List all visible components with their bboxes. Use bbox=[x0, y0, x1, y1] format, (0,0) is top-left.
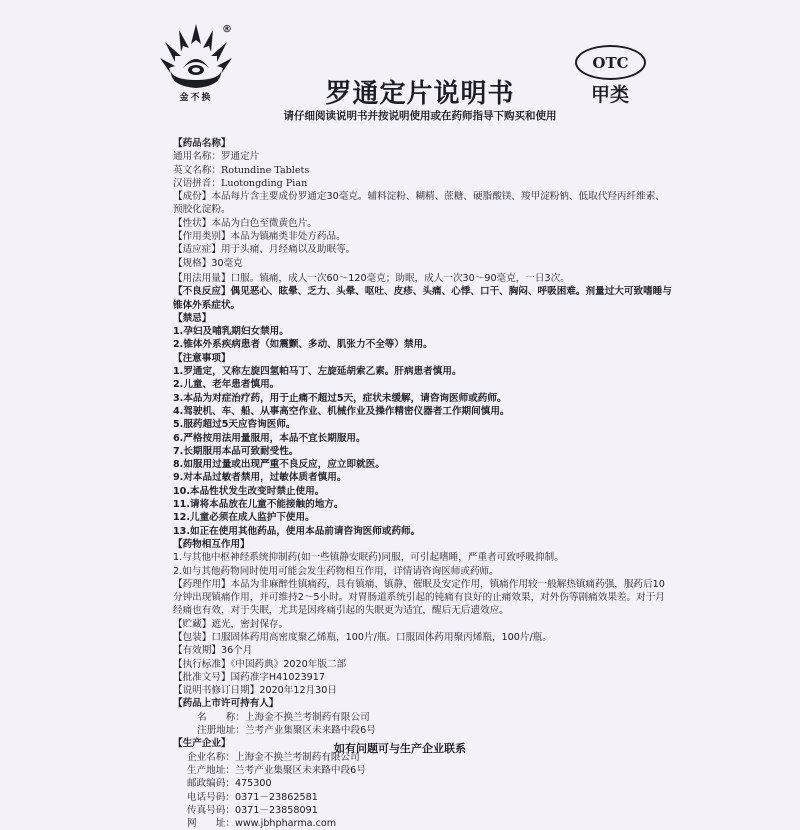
dosage-section: 【用法用量】口服。镇痛，成人一次60～120毫克；助眠，成人一次30～90毫克，一日3次。 bbox=[173, 272, 570, 284]
mah-name: 名 称：上海金不换兰考制药有限公司 bbox=[197, 711, 370, 723]
leaflet-body bbox=[173, 137, 673, 830]
precautions-heading: 【注意事项】 bbox=[173, 352, 231, 364]
document-title: 罗通定片说明书 bbox=[325, 79, 515, 109]
category-section: 【作用类别】本品为镇痛类非处方药品。 bbox=[173, 231, 346, 243]
interactions-heading: 【药物相互作用】 bbox=[173, 538, 250, 550]
contraindication-item: 2.锥体外系疾病患者（如震颤、多动、肌张力不全等）禁用。 bbox=[173, 339, 433, 351]
otc-badge-text: OTC bbox=[592, 53, 629, 72]
drug-name-heading: 【药品名称】 bbox=[173, 138, 231, 149]
manufacturer-fax: 传真号码：0371－23858091 bbox=[187, 804, 318, 816]
otc-category: 甲类 bbox=[590, 84, 629, 106]
registered-mark: ® bbox=[222, 24, 232, 35]
precaution-item: 8.如服用过量或出现严重不良反应，应立即就医。 bbox=[173, 459, 385, 471]
manufacturer-website: 网 址：www.jbhpharma.com bbox=[187, 818, 337, 830]
interaction-item: 2.如与其他药物同时使用可能会发生药物相互作用，详情请咨询医师或药师。 bbox=[173, 565, 499, 577]
validity-section: 【有效期】36个月 bbox=[173, 645, 253, 657]
storage-section: 【贮藏】遮光，密封保存。 bbox=[173, 618, 289, 630]
generic-name: 通用名称：罗通定片 bbox=[173, 151, 260, 163]
precaution-item: 11.请将本品放在儿童不能接触的地方。 bbox=[173, 499, 344, 511]
pharmacology-section: 【药理作用】本品为非麻醉性镇痛药，具有镇痛、镇静、催眠及安定作用，镇痛作用较一般解热镇痛药强，服药后10分钟出现镇痛作用，并可维持2～5小时。对胃肠道系统引起的钝痛有良好的止痛效果，对外伤等剧痛效果差。对于月经痛也有效，对于失眠，尤其是因疼痛引起的失眠更为适宜，醒后无后遗效应。 bbox=[173, 578, 665, 617]
adverse-reactions-section: 【不良反应】偶见恶心、眩晕、乏力、头晕、呕吐、皮疹、头痛、心悸、口干、胸闷、呼吸困难。剂量过大可致嗜睡与锥体外系症状。 bbox=[173, 286, 672, 311]
english-name: 英文名称：Rotundine Tablets bbox=[173, 164, 310, 176]
precaution-item: 10.本品性状发生改变时禁止使用。 bbox=[173, 485, 325, 497]
manufacturer-address: 生产地址：兰考产业集聚区未来路中段6号 bbox=[187, 764, 366, 776]
pinyin-name: 汉语拼音：Luotongding Pian bbox=[173, 177, 308, 189]
precaution-item: 4.驾驶机、车、船、从事高空作业、机械作业及操作精密仪器者工作期间慎用。 bbox=[173, 405, 510, 417]
precaution-item: 6.严格按用法用量服用，本品不宜长期服用。 bbox=[173, 432, 366, 444]
usage-notice: 请仔细阅读说明书并按说明使用或在药师指导下购买和使用 bbox=[283, 110, 557, 122]
contraindication-item: 1.孕妇及哺乳期妇女禁用。 bbox=[173, 326, 289, 338]
manufacturer-heading: 【生产企业】 bbox=[173, 738, 231, 750]
otc-badge bbox=[575, 45, 646, 80]
standard-section: 【执行标准】《中国药典》2020年版二部 bbox=[173, 658, 347, 670]
interaction-item: 1.与其他中枢神经系统抑制药(如一些镇静安眠药)同服，可引起嗜睡，严重者可致呼吸抑制。 bbox=[173, 552, 564, 564]
precaution-item: 7.长期服用本品可致耐受性。 bbox=[173, 445, 299, 457]
specification-section: 【规格】30毫克 bbox=[173, 257, 243, 269]
mah-heading: 【药品上市许可持有人】 bbox=[173, 698, 279, 710]
manufacturer-name: 企业名称：上海金不换兰考制药有限公司 bbox=[187, 751, 360, 763]
manufacturer-phone: 电话号码：0371－23862581 bbox=[187, 791, 318, 803]
precaution-item: 2.儿童、老年患者慎用。 bbox=[173, 379, 280, 391]
packaging-section: 【包装】口服固体药用高密度聚乙烯瓶，100片/瓶。口服固体药用聚丙烯瓶，100片/瓶。 bbox=[173, 631, 552, 643]
contraindications-heading: 【禁忌】 bbox=[173, 312, 212, 324]
precaution-item: 13.如正在使用其他药品，使用本品前请咨询医师或药师。 bbox=[173, 525, 421, 537]
precaution-item: 5.服药超过5天应咨询医师。 bbox=[173, 419, 296, 431]
logo-text: 金不换 bbox=[179, 93, 213, 103]
approval-number-section: 【批准文号】国药准字H41023917 bbox=[173, 671, 325, 683]
revision-date-section: 【说明书修订日期】2020年12月30日 bbox=[173, 685, 337, 697]
precaution-item: 9.对本品过敏者禁用，过敏体质者慎用。 bbox=[173, 472, 347, 484]
precaution-item: 12.儿童必须在成人监护下使用。 bbox=[173, 512, 315, 524]
precaution-item: 3.本品为对症治疗药，用于止痛不超过5天，症状未缓解，请咨询医师或药师。 bbox=[173, 392, 507, 404]
mah-address: 注册地址：兰考产业集聚区未来路中段6号 bbox=[197, 725, 376, 737]
indications-section: 【适应症】用于头痛、月经痛以及助眠等。 bbox=[173, 244, 356, 256]
ingredients-section: 【成份】本品每片含主要成份罗通定30毫克。辅料淀粉、糊精、蔗糖、硬脂酸镁、羧甲淀粉钠、低取代羟丙纤维素、预胶化淀粉。 bbox=[173, 191, 665, 216]
contact-footer: 如有问题可与生产企业联系 bbox=[334, 742, 466, 755]
properties-section: 【性状】本品为白色至微黄色片。 bbox=[173, 217, 317, 229]
precaution-item: 1.罗通定，又称左旋四氢帕马丁、左旋延胡索乙素。肝病患者慎用。 bbox=[173, 366, 462, 378]
manufacturer-postcode: 邮政编码：475300 bbox=[187, 778, 272, 790]
